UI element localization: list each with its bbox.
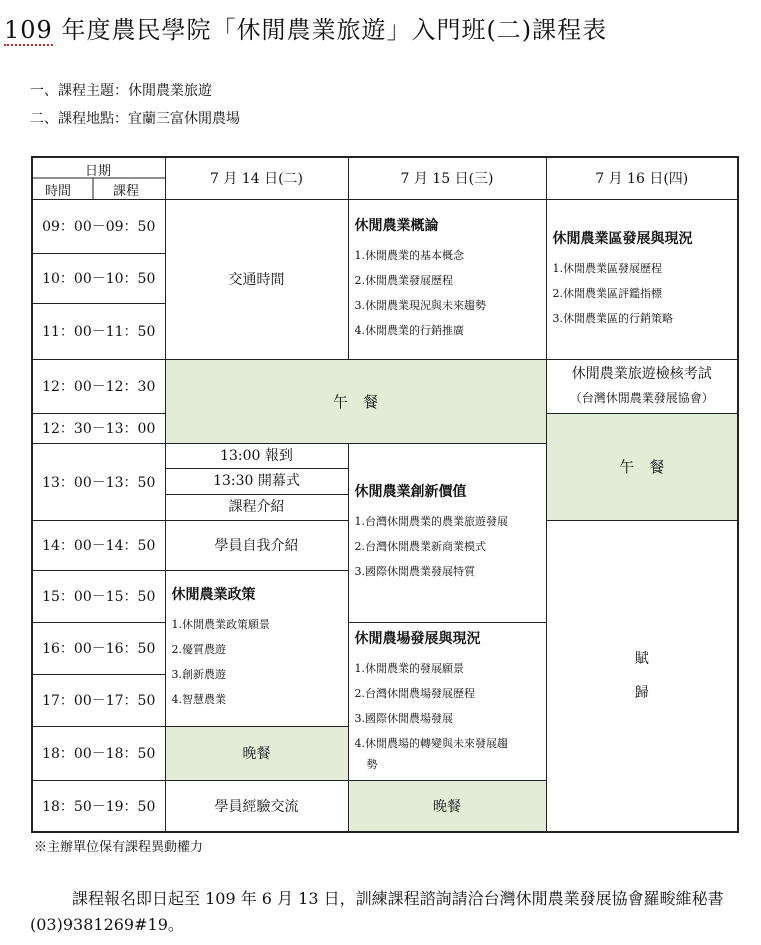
value-session: [348, 443, 546, 622]
checkin-item: 13:00 報到: [166, 444, 348, 469]
value-title: 休閒農業創新價值: [354, 484, 467, 500]
time-slot: 12：00－12：30: [32, 359, 165, 413]
time-slot: 13：00－13：50: [32, 443, 165, 520]
region-item: 3.休閒農業區的行銷策略: [552, 311, 673, 325]
value-item: 1.台灣休閒農業的農業旅遊發展: [354, 515, 508, 528]
policy-item: 4.智慧農業: [171, 693, 226, 706]
time-slot: 18：00－18：50: [32, 726, 165, 780]
day1-dinner: 晚餐: [165, 726, 348, 780]
day2-dinner: 晚餐: [348, 780, 546, 832]
policy-item: 2.優質農遊: [171, 643, 226, 656]
concept-item: 4.休閒農業的行銷推廣: [354, 324, 464, 337]
return-cell: [546, 520, 738, 832]
header-corner-cell: [32, 157, 165, 199]
date-label: 日期: [85, 164, 112, 179]
farm-title: 休閒農場發展與現況: [354, 631, 481, 647]
experience-exchange: 學員經驗交流: [165, 780, 348, 832]
time-slot: 10：00－10：50: [32, 253, 165, 303]
day-header-3: 7 月 16 日(四): [546, 157, 738, 199]
return-char-2: 歸: [634, 684, 649, 701]
opening-cell: [165, 443, 348, 520]
farm-item: 3.國際休閒農場發展: [354, 712, 453, 725]
concept-title: 休閒農業概論: [354, 218, 439, 234]
time-slot: 18：50－19：50: [32, 780, 165, 832]
registration-paragraph: 課程報名即日起至 109 年 6 月 13 日，訓練課程諮詢請洽台灣休閒農業發展協會羅畯維秘書(03)9381269#19。: [30, 889, 724, 934]
policy-item: 1.休閒農業政策願景: [171, 618, 270, 631]
value-item: 2.台灣休閒農業新商業模式: [354, 540, 486, 553]
region-item: 1.休閒農業區發展歷程: [552, 261, 662, 275]
value-item: 3.國際休閒農業發展特質: [354, 565, 475, 578]
farm-item: 1.休閒農業的發展願景: [354, 662, 464, 675]
time-slot: 16：00－16：50: [32, 622, 165, 674]
policy-item: 3.創新農遊: [171, 668, 226, 681]
region-session: [546, 199, 738, 359]
title-text: 年度農民學院「休閒農業旅遊」入門班(二)課程表: [52, 16, 608, 44]
concept-item: 1.休閒農業的基本概念: [354, 249, 464, 262]
self-intro: 學員自我介紹: [165, 520, 348, 570]
time-slot: 11：00－11：50: [32, 303, 165, 359]
exam-cell: [546, 359, 738, 413]
time-slot: 14：00－14：50: [32, 520, 165, 570]
time-slot: 17：00－17：50: [32, 674, 165, 726]
farm-item: 勢: [366, 758, 378, 771]
schedule-table: [31, 156, 739, 833]
day-header-2: 7 月 15 日(三): [348, 157, 546, 199]
opening-item: 13:30 開幕式: [166, 469, 348, 495]
region-title: 休閒農業區發展與現況: [552, 230, 693, 247]
page-title: [4, 10, 607, 45]
exam-org: （台灣休閒農業發展協會）: [569, 391, 714, 405]
farm-session: [348, 622, 546, 780]
time-label: 時間: [45, 184, 72, 199]
intro-item: 課程介紹: [228, 498, 285, 515]
time-slot: 09：00－09：50: [32, 199, 165, 253]
footnote: ※主辦單位保有課程異動權力: [34, 840, 204, 855]
course-label: 課程: [113, 184, 140, 199]
return-char-1: 賦: [634, 650, 649, 667]
day-header-1: 7 月 14 日(二): [165, 157, 348, 199]
time-slot: 12：30－13：00: [32, 413, 165, 443]
traffic-time: 交通時間: [165, 199, 348, 359]
course-location: 二、課程地點：宜蘭三富休閒農場: [30, 111, 240, 127]
time-slot: 15：00－15：50: [32, 570, 165, 622]
title-year: 109: [4, 16, 53, 44]
concept-item: 3.休閒農業現況與未來趨勢: [354, 299, 486, 312]
farm-item: 2.台灣休閒農場發展歷程: [354, 687, 475, 700]
lunch-block: 午 餐: [165, 359, 546, 443]
concept-item: 2.休閒農業發展歷程: [354, 274, 453, 287]
course-theme: 一、課程主題：休閒農業旅遊: [30, 83, 212, 99]
day3-lunch: 午 餐: [546, 413, 738, 520]
exam-title: 休閒農業旅遊檢核考試: [571, 366, 712, 382]
farm-item: 4.休閒農場的轉變與未來發展趨: [354, 737, 508, 750]
policy-title: 休閒農業政策: [171, 587, 256, 603]
region-item: 2.休閒農業區評鑑指標: [552, 286, 662, 300]
policy-session: [165, 570, 348, 726]
concept-session: [348, 199, 546, 359]
